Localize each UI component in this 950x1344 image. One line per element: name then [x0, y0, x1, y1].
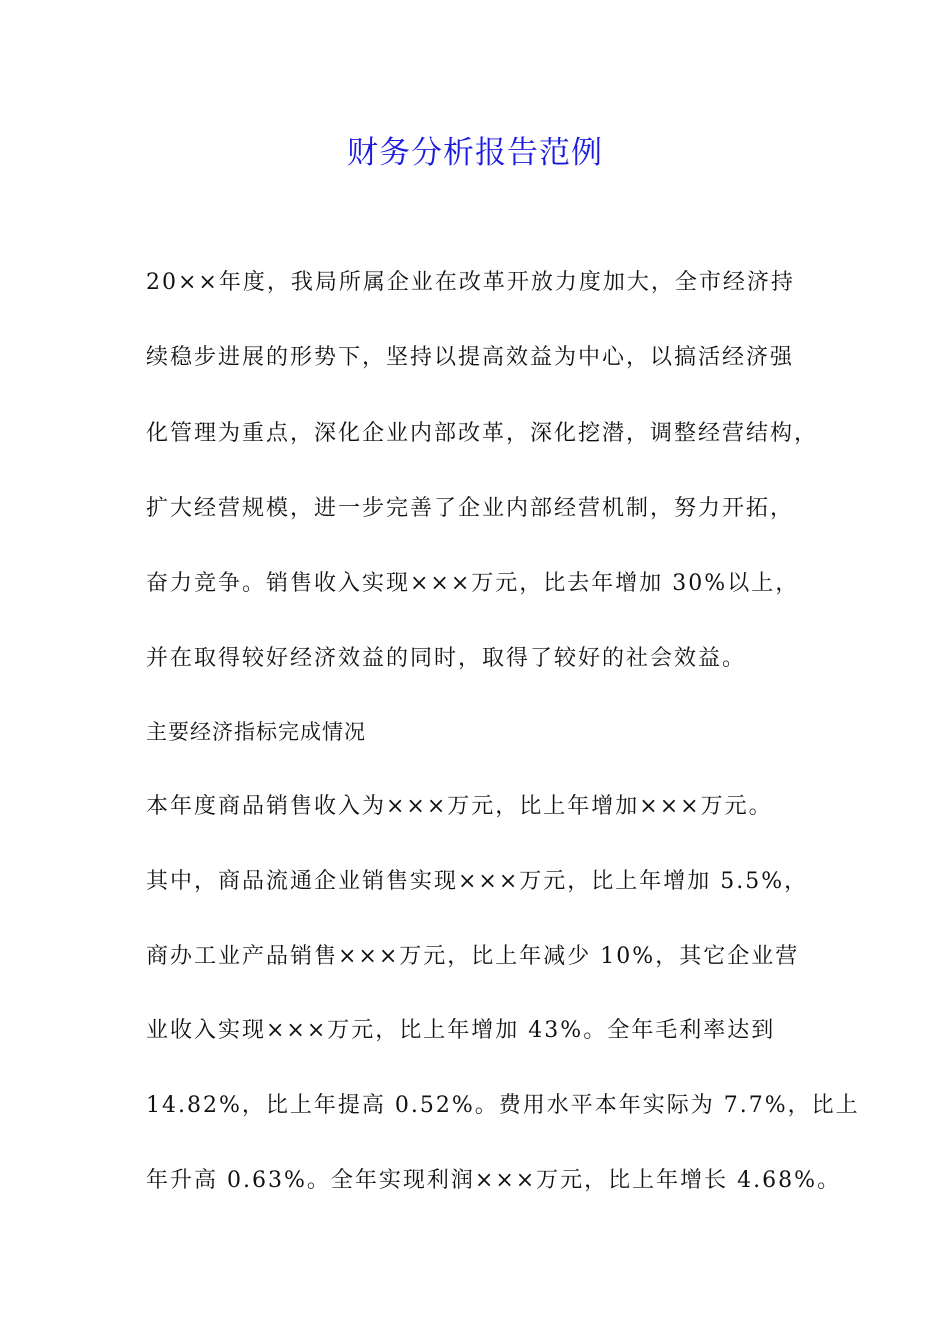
paragraph-2-line-2: 其中，商品流通企业销售实现×××万元，比上年增加 5.5%，: [146, 869, 809, 894]
document-title: 财务分析报告范例: [347, 135, 603, 171]
paragraph-2-line-1: 本年度商品销售收入为×××万元，比上年增加×××万元。: [146, 794, 773, 819]
paragraph-1-line-3: 化管理为重点，深化企业内部改革，深化挖潜，调整经营结构，: [146, 421, 819, 446]
paragraph-1-line-2: 续稳步进展的形势下，坚持以提高效益为中心，以搞活经济强: [146, 345, 795, 370]
paragraph-1-line-5: 奋力竞争。销售收入实现×××万元，比去年增加 30%以上，: [146, 571, 800, 596]
paragraph-1-line-4: 扩大经营规模，进一步完善了企业内部经营机制，努力开拓，: [146, 496, 795, 521]
section-heading: 主要经济指标完成情况: [146, 720, 366, 744]
paragraph-2-line-5: 14.82%，比上年提高 0.52%。费用水平本年实际为 7.7%，比上: [146, 1093, 860, 1118]
paragraph-2-line-4: 业收入实现×××万元，比上年增加 43%。全年毛利率达到: [146, 1018, 776, 1043]
paragraph-1-line-6: 并在取得较好经济效益的同时，取得了较好的社会效益。: [146, 646, 747, 671]
paragraph-2-line-6: 年升高 0.63%。全年实现利润×××万元，比上年增长 4.68%。: [146, 1168, 842, 1193]
paragraph-2-line-3: 商办工业产品销售×××万元，比上年减少 10%，其它企业营: [146, 944, 800, 969]
paragraph-1-line-1: 20××年度，我局所属企业在改革开放力度加大，全市经济持: [146, 270, 795, 295]
